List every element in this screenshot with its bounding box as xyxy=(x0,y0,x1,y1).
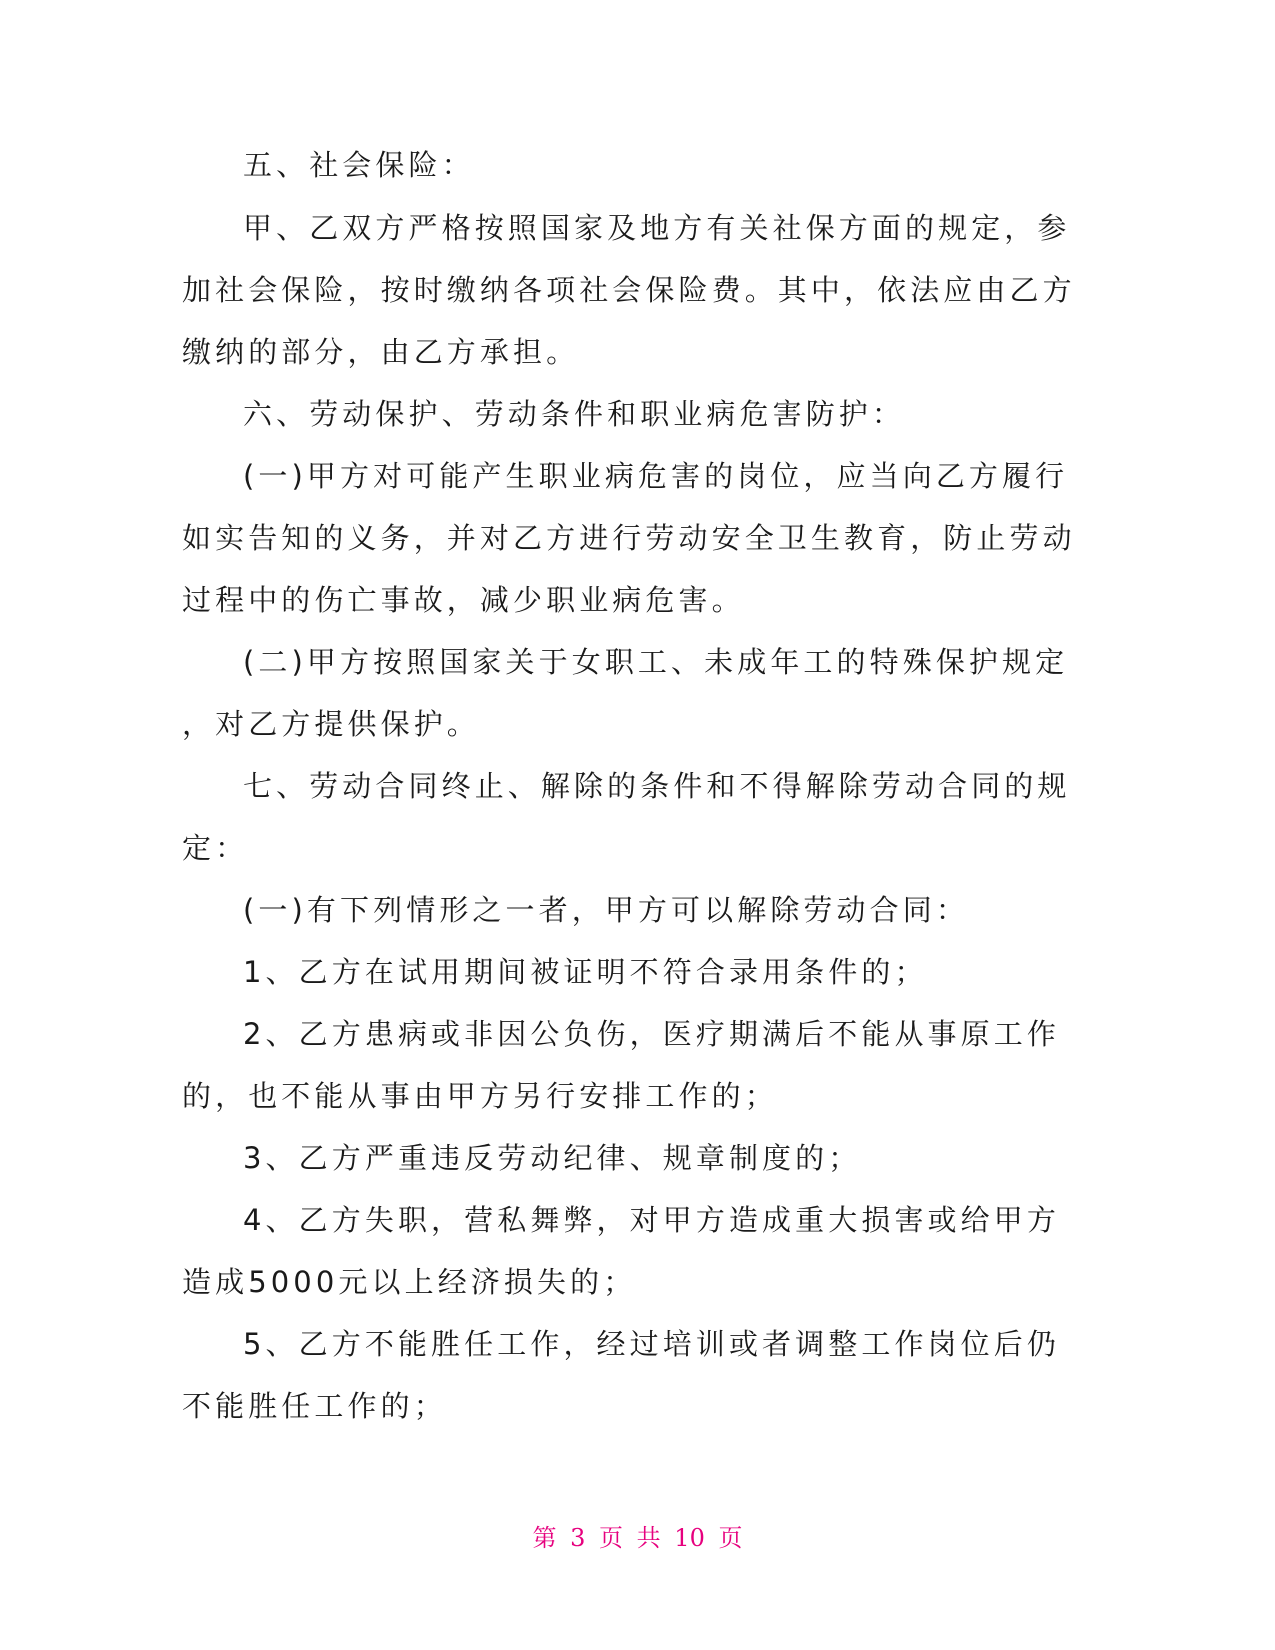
list-item: 4、乙方失职，营私舞弊，对甲方造成重大损害或给甲方 xyxy=(243,1203,1060,1237)
list-item-continuation: 的，也不能从事由甲方另行安排工作的； xyxy=(182,1079,778,1113)
paragraph-line: 过程中的伤亡事故，减少职业病危害。 xyxy=(182,583,745,617)
paragraph-line: (一)有下列情形之一者，甲方可以解除劳动合同： xyxy=(243,893,969,927)
section-heading-contract-termination: 七、劳动合同终止、解除的条件和不得解除劳动合同的规 xyxy=(243,769,1071,803)
list-item: 2、乙方患病或非因公负伤，医疗期满后不能从事原工作 xyxy=(243,1017,1060,1051)
section-heading-social-insurance: 五、社会保险： xyxy=(243,148,475,182)
section-heading-labor-protection: 六、劳动保护、劳动条件和职业病危害防护： xyxy=(243,397,906,431)
paragraph-line: 缴纳的部分，由乙方承担。 xyxy=(182,335,580,369)
list-item: 3、乙方严重违反劳动纪律、规章制度的； xyxy=(243,1141,862,1175)
page-number-footer: 第 3 页 共 10 页 xyxy=(532,1524,743,1552)
paragraph-line: 如实告知的义务，并对乙方进行劳动安全卫生教育，防止劳动 xyxy=(182,521,1076,555)
list-item-continuation: 不能胜任工作的； xyxy=(182,1389,447,1423)
paragraph-line: (一)甲方对可能产生职业病危害的岗位，应当向乙方履行 xyxy=(243,459,1069,493)
list-item: 5、乙方不能胜任工作，经过培训或者调整工作岗位后仍 xyxy=(243,1327,1060,1361)
list-item-continuation: 造成5000元以上经济损失的； xyxy=(182,1265,637,1299)
paragraph-line: 定： xyxy=(182,831,249,865)
list-item: 1、乙方在试用期间被证明不符合录用条件的； xyxy=(243,955,928,989)
paragraph-line: (二)甲方按照国家关于女职工、未成年工的特殊保护规定 xyxy=(243,645,1069,679)
paragraph-line: 甲、乙双方严格按照国家及地方有关社保方面的规定，参 xyxy=(243,211,1071,245)
paragraph-line: ，对乙方提供保护。 xyxy=(182,707,480,741)
paragraph-line: 加社会保险，按时缴纳各项社会保险费。其中，依法应由乙方 xyxy=(182,273,1076,307)
